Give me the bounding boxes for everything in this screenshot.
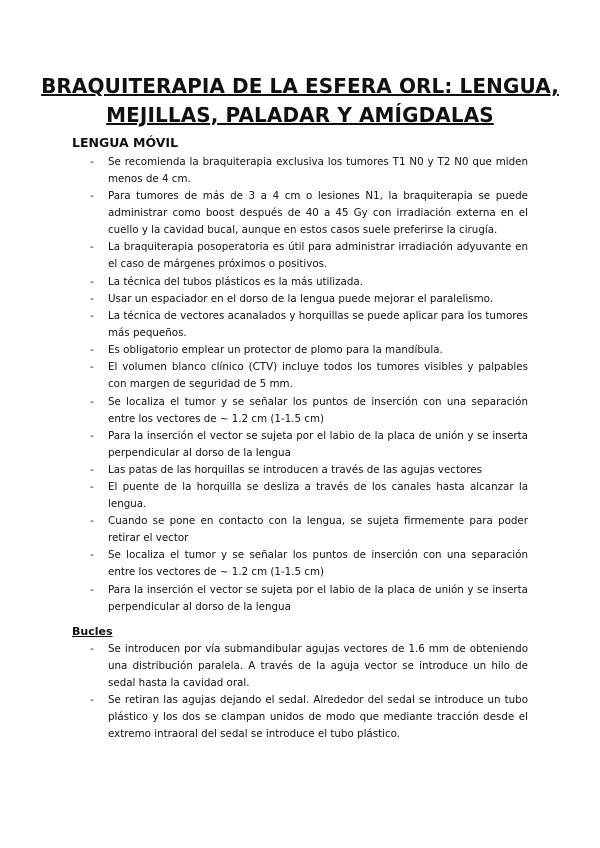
section-heading-lengua-movil: LENGUA MÓVIL: [72, 135, 179, 150]
list-item: - La técnica de vectores acanalados y horquillas se puede aplicar para los tumores más pequeños.: [90, 308, 528, 342]
list-item: - La técnica del tubos plásticos es la más utilizada.: [90, 274, 528, 291]
list-item: - Cuando se pone en contacto con la lengua, se sujeta firmemente para poder retirar el vector: [90, 513, 528, 547]
list-item: - El puente de la horquilla se desliza a través de los canales hasta alcanzar la lengua.: [90, 479, 528, 513]
list-item: - Se introducen por vía submandibular agujas vectores de 1.6 mm de obteniendo una distribución paralela. A través de la aguja vector se introduce un hilo de sedal hasta la cavidad oral.: [90, 641, 528, 692]
list-item: - Es obligatorio emplear un protector de plomo para la mandíbula.: [90, 342, 528, 359]
list-item: - Se recomienda la braquiterapia exclusiva los tumores T1 N0 y T2 N0 que miden menos de 4 cm.: [90, 154, 528, 188]
list-item: - Para la inserción el vector se sujeta por el labio de la placa de unión y se inserta perpendicular al dorso de la lengua: [90, 428, 528, 462]
list-item: - Las patas de las horquillas se introducen a través de las agujas vectores: [90, 462, 528, 479]
document-title: [40, 72, 560, 130]
list-item: - Se localiza el tumor y se señalar los puntos de inserción con una separación entre los vectores de ~ 1.2 cm (1-1.5 cm): [90, 394, 528, 428]
bucles-bullet-list: [90, 641, 528, 743]
list-item: - Se localiza el tumor y se señalar los puntos de inserción con una separación entre los vectores de ~ 1.2 cm (1-1.5 cm): [90, 547, 528, 581]
list-item: - Se retiran las agujas dejando el sedal. Alrededor del sedal se introduce un tubo plástico y los dos se clampan unidos de modo que mediante tracción desde el extremo intraoral del sedal se introduce el tubo plástico.: [90, 692, 528, 743]
list-item: - El volumen blanco clínico (CTV) incluye todos los tumores visibles y palpables con margen de seguridad de 5 mm.: [90, 359, 528, 393]
list-item: - La braquiterapia posoperatoria es útil para administrar irradiación adyuvante en el caso de márgenes próximos o positivos.: [90, 239, 528, 273]
list-item: - Para tumores de más de 3 a 4 cm o lesiones N1, la braquiterapia se puede administrar como boost después de 40 a 45 Gy con irradiación externa en el cuello y la cavidad bucal, aunque en estos casos suele preferirse la cirugía.: [90, 188, 528, 239]
title-line-1: BRAQUITERAPIA DE LA ESFERA ORL: LENGUA,: [41, 74, 559, 98]
list-item: - Para la inserción el vector se sujeta por el labio de la placa de unión y se inserta perpendicular al dorso de la lengua: [90, 582, 528, 616]
title-line-2: MEJILLAS, PALADAR Y AMÍGDALAS: [106, 103, 494, 127]
list-item: - Usar un espaciador en el dorso de la lengua puede mejorar el paralelismo.: [90, 291, 528, 308]
lengua-bullet-list: [90, 154, 528, 616]
subheading-bucles: Bucles: [72, 625, 113, 638]
